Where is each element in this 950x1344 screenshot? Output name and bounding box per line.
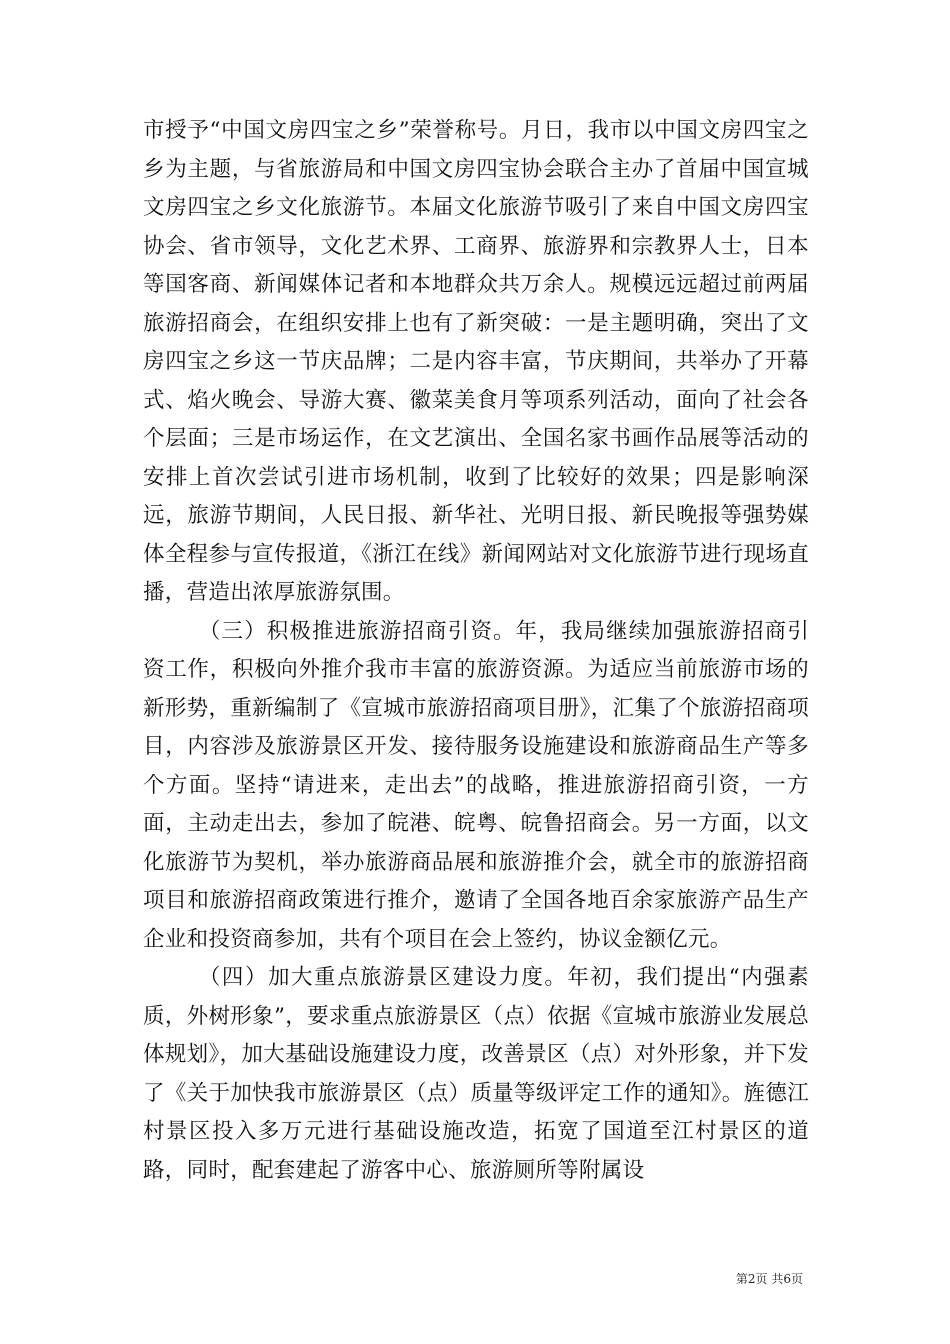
paragraph-section-3: （三）积极推进旅游招商引资。年，我局继续加强旅游招商引资工作，积极向外推介我市丰富的旅游资源。为适应当前旅游市场的新形势，重新编制了《宣城市旅游招商项目册》，汇集了个旅游招商项目，内容涉及旅游景区开发、接待服务设施建设和旅游商品生产等多个方面。坚持“请进来，走出去”的战略，推进旅游招商引资，一方面，主动走出去，参加了皖港、皖粤、皖鲁招商会。另一方面，以文化旅游节为契机，举办旅游商品展和旅游推介会，就全市的旅游招商项目和旅游招商政策进行推介，邀请了全国各地百余家旅游产品生产企业和投资商参加，共有个项目在会上签约，协议金额亿元。 bbox=[143, 618, 809, 952]
paragraph-section-4: （四）加大重点旅游景区建设力度。年初，我们提出“内强素质，外树形象”，要求重点旅游景区（点）依据《宣城市旅游业发展总体规划》，加大基础设施建设力度，改善景区（点）对外形象，并下发了《关于加快我市旅游景区（点）质量等级评定工作的通知》。旌德江村景区投入多万元进行基础设施改造，拓宽了国道至江村景区的道路，同时，配套建起了游客中心、旅游厕所等附属设 bbox=[143, 965, 809, 1183]
page-number-footer: 第2页 共6页 bbox=[735, 1272, 803, 1286]
paragraph-continuation: 市授予“中国文房四宝之乡”荣誉称号。月日，我市以中国文房四宝之乡为主题，与省旅游局和中国文房四宝协会联合主办了首届中国宣城文房四宝之乡文化旅游节。本届文化旅游节吸引了来自中国文房四宝协会、省市领导，文化艺术界、工商界、旅游界和宗教界人士，日本等国客商、新闻媒体记者和本地群众共万余人。规模远远超过前两届旅游招商会，在组织安排上也有了新突破：一是主题明确，突出了文房四宝之乡这一节庆品牌；二是内容丰富，节庆期间，共举办了开幕式、焰火晚会、导游大赛、徽菜美食月等项系列活动，面向了社会各个层面；三是市场运作，在文艺演出、全国名家书画作品展等活动的安排上首次尝试引进市场机制，收到了比较好的效果；四是影响深远，旅游节期间，人民日报、新华社、光明日报、新民晚报等强势媒体全程参与宣传报道，《浙江在线》新闻网站对文化旅游节进行现场直播，营造出浓厚旅游氛围。 bbox=[143, 118, 809, 605]
document-body bbox=[143, 112, 809, 1190]
